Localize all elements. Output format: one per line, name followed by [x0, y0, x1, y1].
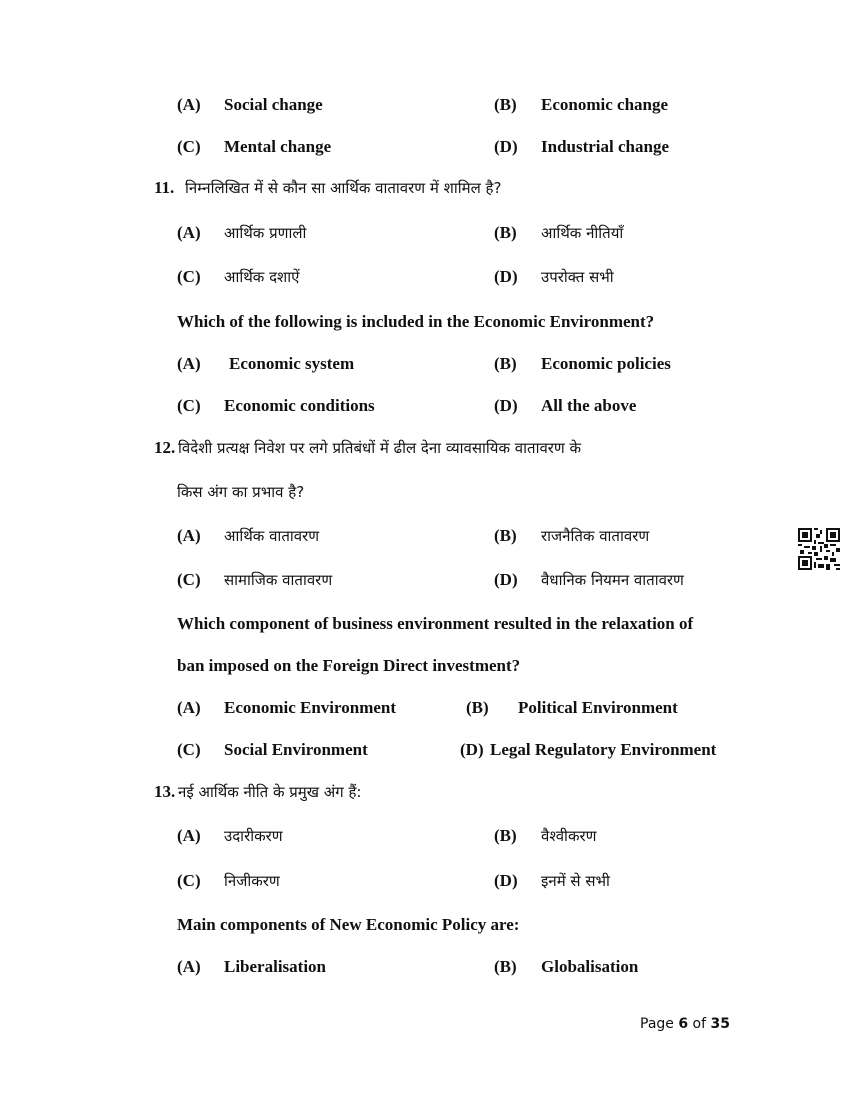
- option-letter: (A): [177, 223, 201, 242]
- option-letter: (B): [494, 223, 517, 242]
- option-text: वैश्वीकरण: [541, 827, 597, 845]
- question-text: निम्नलिखित में से कौन सा आर्थिक वातावरण में शामिल है?: [185, 179, 502, 197]
- option-letter: (D): [494, 267, 518, 286]
- option-letter: (A): [177, 95, 201, 114]
- option-text: आर्थिक दशाऐं: [224, 268, 300, 286]
- option-letter: (D): [494, 137, 518, 156]
- q13-hindi-row-cd: [0, 871, 850, 901]
- question-text: किस अंग का प्रभाव है?: [177, 483, 305, 501]
- option-letter: (C): [177, 267, 201, 286]
- q12-hindi-question-line1: [0, 438, 850, 468]
- option-letter: (C): [177, 871, 201, 890]
- page-prefix: Page: [640, 1016, 679, 1032]
- option-text: आर्थिक वातावरण: [224, 527, 320, 545]
- option-text: Political Environment: [518, 698, 678, 717]
- q11-english-row-ab: [0, 354, 850, 384]
- option-letter: (B): [494, 826, 517, 845]
- question-text: Which component of business environment resulted in the relaxation of: [177, 614, 694, 633]
- question-text: नई आर्थिक नीति के प्रमुख अंग हैं:: [178, 783, 362, 801]
- option-letter: (D): [494, 570, 518, 589]
- option-text: Economic system: [229, 354, 355, 373]
- question-text: Main components of New Economic Policy are:: [177, 915, 520, 934]
- q11-hindi-question: [0, 178, 850, 208]
- option-letter: (B): [494, 354, 517, 373]
- q12-hindi-question-line2: [0, 482, 850, 512]
- q13-hindi-row-ab: [0, 826, 850, 856]
- option-letter: (D): [460, 740, 484, 759]
- option-letter: (B): [466, 698, 489, 717]
- q13-hindi-question: [0, 782, 850, 812]
- option-letter: (D): [494, 871, 518, 890]
- option-letter: (C): [177, 137, 201, 156]
- q12-english-question-line2: [0, 656, 850, 686]
- option-letter: (A): [177, 354, 201, 373]
- q12-english-row-cd: [0, 740, 850, 770]
- question-number: 12.: [154, 438, 176, 457]
- option-text: Liberalisation: [224, 957, 327, 976]
- option-letter: (C): [177, 396, 201, 415]
- qr-code-icon: [798, 528, 840, 570]
- option-letter: (B): [494, 957, 517, 976]
- q11-hindi-row-cd: [0, 267, 850, 297]
- option-letter: (A): [177, 957, 201, 976]
- option-text: Mental change: [224, 137, 332, 156]
- page-footer: [640, 1016, 730, 1032]
- q11-hindi-row-ab: [0, 223, 850, 253]
- option-text: Globalisation: [541, 957, 639, 976]
- option-text: आर्थिक नीतियाँ: [541, 224, 624, 242]
- option-text: Economic policies: [541, 354, 671, 373]
- q10-row-cd: [0, 137, 850, 167]
- q12-hindi-row-cd: [0, 570, 850, 600]
- option-letter: (A): [177, 698, 201, 717]
- option-text: All the above: [541, 396, 637, 415]
- q11-english-row-cd: [0, 396, 850, 426]
- option-letter: (A): [177, 526, 201, 545]
- question-number: 13.: [154, 782, 176, 801]
- option-text: Legal Regulatory Environment: [490, 740, 717, 759]
- page-middle: of: [688, 1016, 711, 1032]
- total-pages: 35: [710, 1016, 730, 1032]
- option-letter: (D): [494, 396, 518, 415]
- option-text: Social Environment: [224, 740, 368, 759]
- option-text: Social change: [224, 95, 323, 114]
- option-letter: (A): [177, 826, 201, 845]
- option-letter: (C): [177, 570, 201, 589]
- q11-english-question: [0, 312, 850, 342]
- option-text: Industrial change: [541, 137, 669, 156]
- option-text: सामाजिक वातावरण: [224, 571, 333, 589]
- current-page: 6: [678, 1016, 689, 1032]
- option-text: राजनैतिक वातावरण: [541, 527, 650, 545]
- option-text: Economic Environment: [224, 698, 397, 717]
- q12-english-question-line1: [0, 614, 850, 644]
- option-text: Economic conditions: [224, 396, 375, 415]
- option-text: निजीकरण: [224, 872, 280, 890]
- option-letter: (B): [494, 526, 517, 545]
- q10-row-ab: [0, 95, 850, 125]
- question-text: ban imposed on the Foreign Direct investment?: [177, 656, 521, 675]
- q12-hindi-row-ab: [0, 526, 850, 556]
- option-text: वैधानिक नियमन वातावरण: [541, 571, 684, 589]
- question-number: 11.: [154, 178, 175, 197]
- q13-english-row-ab: [0, 957, 850, 987]
- q12-english-row-ab: [0, 698, 850, 728]
- option-letter: (C): [177, 740, 201, 759]
- option-text: इनमें से सभी: [541, 872, 610, 890]
- option-text: Economic change: [541, 95, 669, 114]
- option-text: आर्थिक प्रणाली: [224, 224, 307, 242]
- q13-english-question: [0, 915, 850, 945]
- question-text: Which of the following is included in the Economic Environment?: [177, 312, 655, 331]
- option-letter: (B): [494, 95, 517, 114]
- option-text: उपरोक्त सभी: [541, 268, 614, 286]
- option-text: उदारीकरण: [224, 827, 283, 845]
- question-text: विदेशी प्रत्यक्ष निवेश पर लगे प्रतिबंधों में ढील देना व्यावसायिक वातावरण के: [178, 439, 582, 457]
